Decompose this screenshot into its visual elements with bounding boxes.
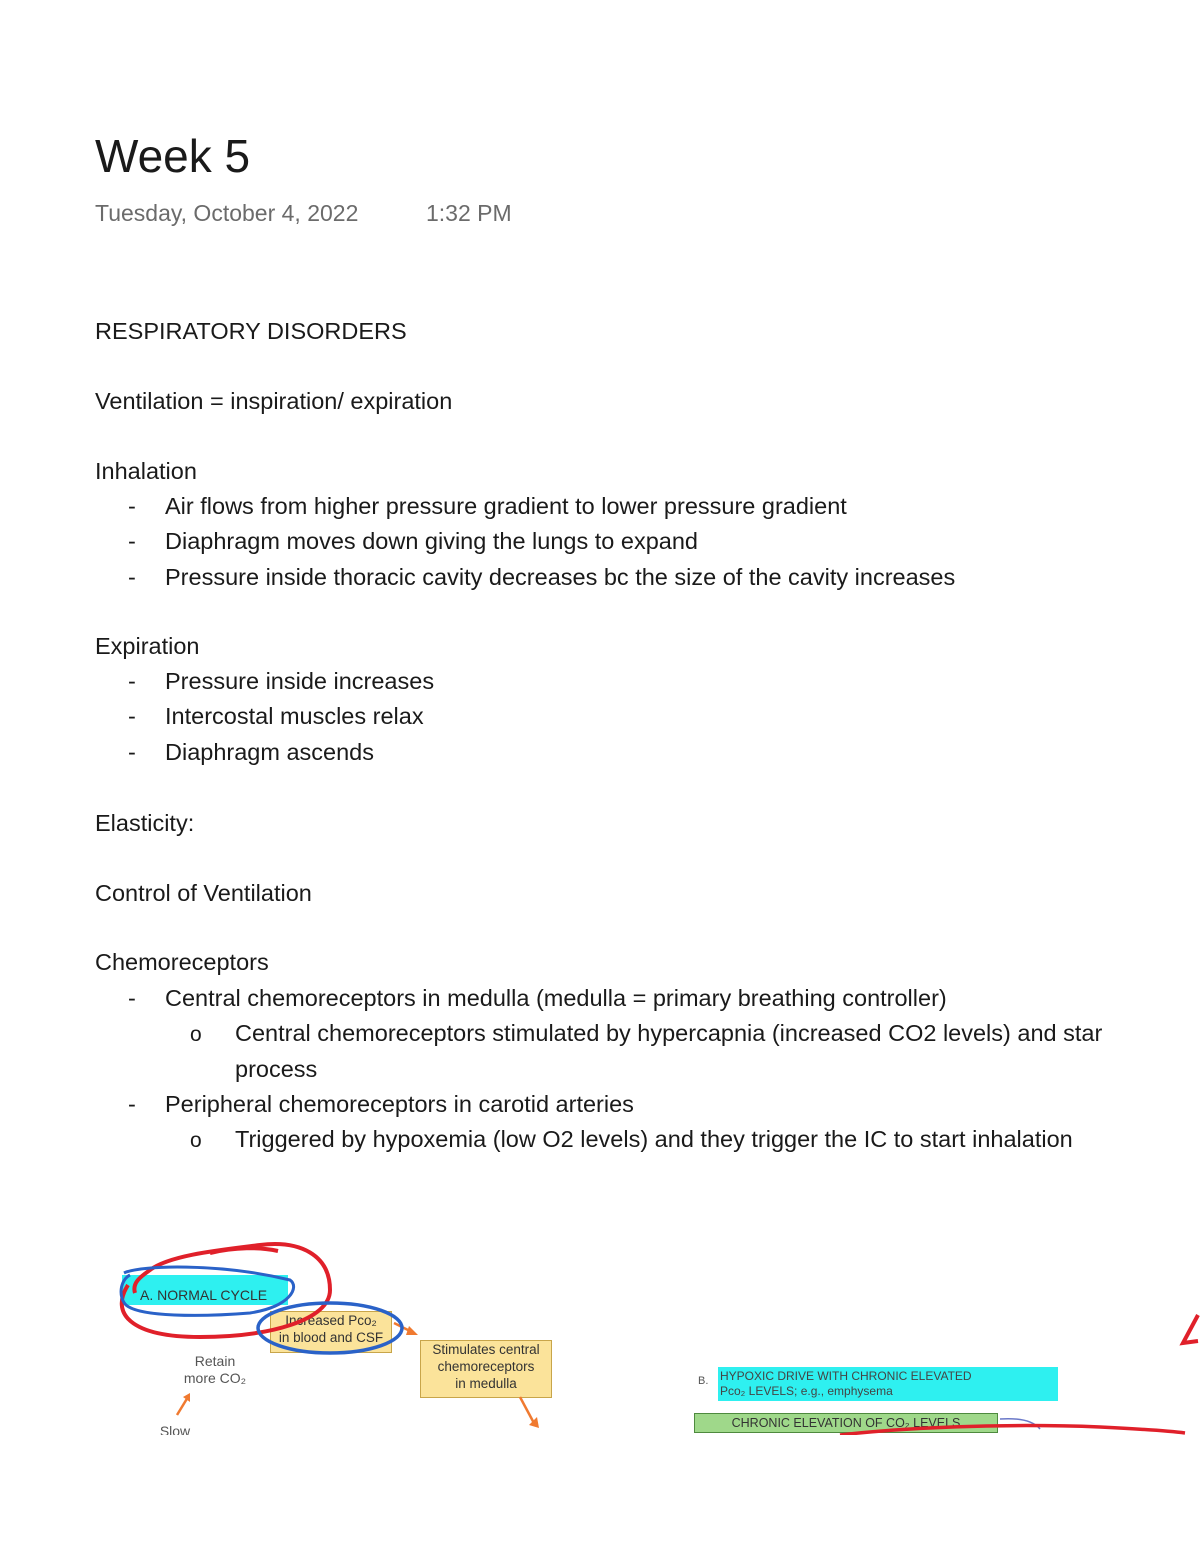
control-heading: Control of Ventilation (95, 880, 312, 906)
bullet-marker: - (128, 703, 136, 729)
ventilation-line: Ventilation = inspiration/ expiration (95, 388, 453, 414)
expiration-bullet: Pressure inside increases (165, 668, 435, 694)
normal-cycle-label: A. NORMAL CYCLE (140, 1287, 268, 1303)
expiration-bullet: Intercostal muscles relax (165, 703, 424, 729)
expiration-heading: Expiration (95, 633, 200, 659)
box-line: in blood and CSF (278, 1330, 384, 1345)
central-sub-bullet: Central chemoreceptors stimulated by hypercapnia (increased CO2 levels) and star (235, 1020, 1103, 1046)
red-ink-mark (1183, 1315, 1198, 1343)
inhalation-heading: Inhalation (95, 458, 197, 484)
box-line: chemoreceptors (437, 1359, 535, 1374)
box-line: Increased Pco₂ (285, 1313, 377, 1328)
bullet-marker: - (128, 1091, 136, 1117)
box-line: in medulla (455, 1376, 517, 1391)
central-bullet: Central chemoreceptors in medulla (medulla = primary breathing controller) (165, 985, 947, 1011)
pasted-diagram (0, 1225, 1200, 1435)
arrow-line (177, 1397, 188, 1415)
arrow-head (406, 1326, 418, 1335)
hypoxic-line: Pco₂ LEVELS; e.g., emphysema (720, 1384, 893, 1398)
hypoxic-line: HYPOXIC DRIVE WITH CHRONIC ELEVATED (720, 1369, 972, 1383)
chemoreceptors-heading: Chemoreceptors (95, 949, 269, 975)
expiration-bullet: Diaphragm ascends (165, 739, 374, 765)
bullet-marker: - (128, 985, 136, 1011)
chronic-elevation-box: CHRONIC ELEVATION OF CO₂ LEVELS (694, 1413, 998, 1433)
red-ink-circle (122, 1244, 330, 1337)
inhalation-bullet: Diaphragm moves down giving the lungs to expand (165, 528, 698, 554)
page-date: Tuesday, October 4, 2022 (95, 200, 359, 226)
b-prefix-label: B. (698, 1375, 709, 1387)
arrow-line (520, 1397, 535, 1425)
retain-line: more CO₂ (183, 1370, 247, 1386)
sub-bullet-marker: o (190, 1129, 202, 1152)
bullet-marker: - (128, 493, 136, 519)
peripheral-bullet: Peripheral chemoreceptors in carotid arteries (165, 1091, 634, 1117)
page-time: 1:32 PM (426, 200, 512, 226)
elasticity-heading: Elasticity: (95, 810, 195, 836)
slow-label: Slow (159, 1423, 191, 1435)
retain-line: Retain (194, 1353, 236, 1369)
red-ink-underline (840, 1426, 1185, 1435)
section-heading: RESPIRATORY DISORDERS (95, 318, 407, 344)
box-line: Stimulates central (432, 1342, 540, 1357)
bullet-marker: - (128, 739, 136, 765)
peripheral-sub-bullet: Triggered by hypoxemia (low O2 levels) and they trigger the IC to start inhalation (235, 1126, 1073, 1152)
diagram-annotations-svg (0, 1225, 1200, 1435)
bullet-marker: - (128, 564, 136, 590)
inhalation-bullet: Air flows from higher pressure gradient to lower pressure gradient (165, 493, 847, 519)
bullet-marker: - (128, 528, 136, 554)
bullet-marker: - (128, 668, 136, 694)
sub-bullet-marker: o (190, 1023, 202, 1046)
inhalation-bullet: Pressure inside thoracic cavity decreases bc the size of the cavity increases (165, 564, 956, 590)
central-sub-bullet-continuation: process (235, 1056, 318, 1082)
red-ink-stroke (210, 1248, 278, 1253)
page-title: Week 5 (95, 130, 251, 182)
